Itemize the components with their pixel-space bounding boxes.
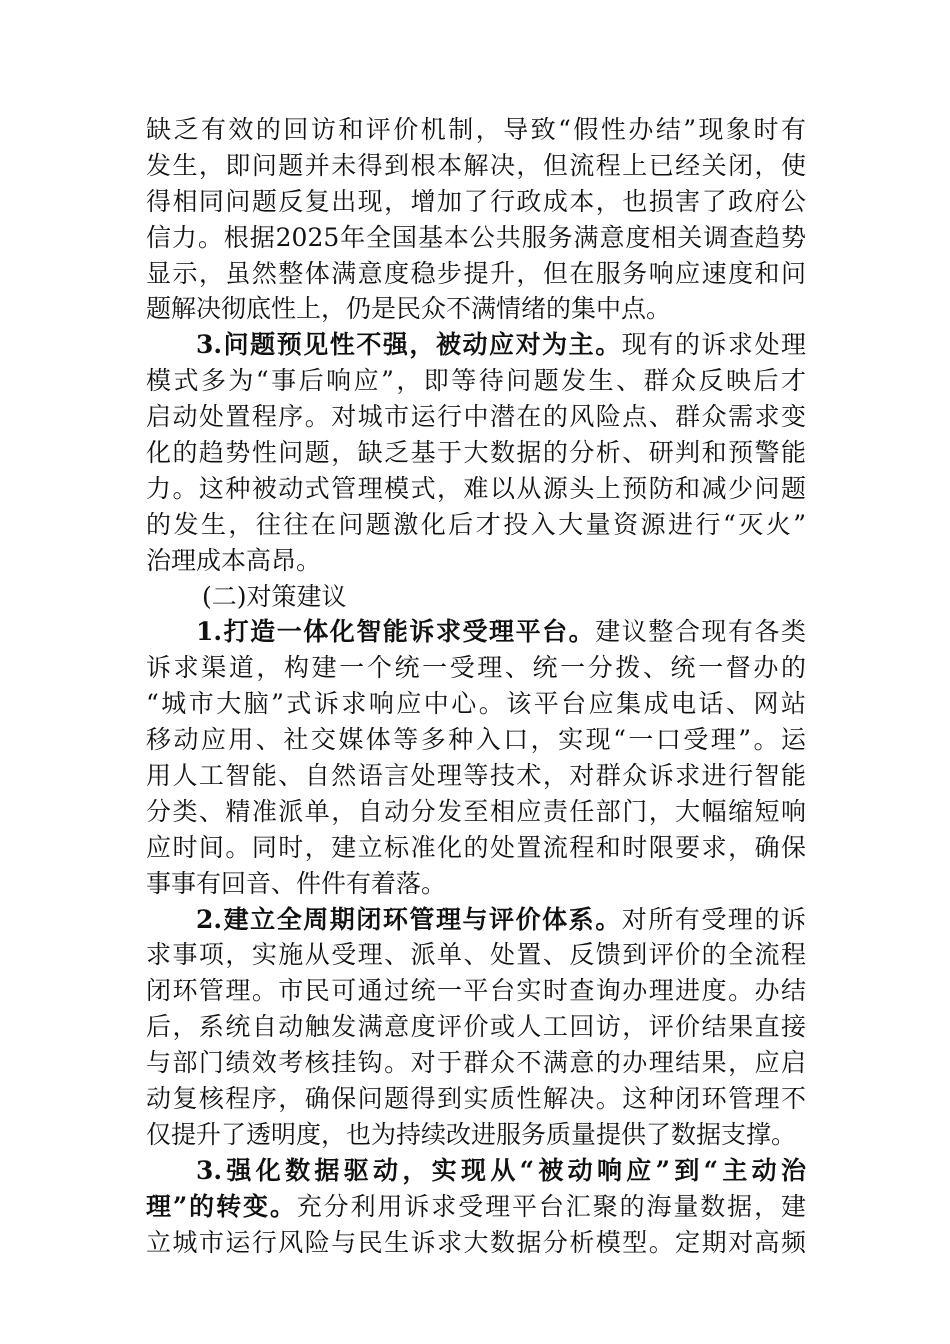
- paragraph-5: [146, 1153, 806, 1261]
- text-line: 用人工智能、自然语言处理等技术，对群众诉求进行智能: [146, 761, 806, 791]
- document-page: [146, 112, 806, 1261]
- text-line: 得相同问题反复出现，增加了行政成本，也损害了政府公: [146, 186, 806, 216]
- point-heading-end: 理”的转变。: [146, 1191, 297, 1221]
- text-line: [146, 614, 806, 650]
- text-line: 仅提升了透明度，也为持续改进服务质量提供了数据支撑。: [146, 1119, 797, 1149]
- text-line: 动复核程序，确保问题得到实质性解决。这种闭环管理不: [146, 1084, 806, 1114]
- text-line: 的发生，往往在问题激化后才投入大量资源进行“灭火”: [146, 509, 806, 539]
- paragraph-3: [146, 614, 806, 901]
- text-run: 充分利用诉求受理平台汇聚的海量数据，建: [296, 1191, 806, 1221]
- point-heading: 3.问题预见性不强，被动应对为主。: [196, 330, 622, 360]
- text-line: 闭环管理。市民可通过统一平台实时查询办理进度。办结: [146, 976, 806, 1006]
- text-line: 显示，虽然整体满意度稳步提升，但在服务响应速度和问: [146, 258, 806, 288]
- text-line: 题解决彻底性上，仍是民众不满情绪的集中点。: [146, 294, 672, 324]
- paragraph-1: [146, 112, 806, 327]
- text-line: [146, 902, 806, 938]
- text-run: 建议整合现有各类: [595, 617, 806, 647]
- text-line: [146, 327, 806, 363]
- text-line: 缺乏有效的回访和评价机制，导致“假性办结”现象时有: [146, 115, 806, 144]
- text-line: 力。这种被动式管理模式，难以从源头上预防和减少问题: [146, 473, 806, 503]
- text-line: 诉求渠道，构建一个统一受理、统一分拨、统一督办的: [146, 653, 806, 683]
- paragraph-4: [146, 902, 806, 1153]
- text-line: 模式多为“事后响应”，即等待问题发生、群众反映后才: [146, 366, 806, 396]
- section-heading: (二)对策建议: [202, 581, 347, 611]
- text-line: 化的趋势性问题，缺乏基于大数据的分析、研判和预警能: [146, 438, 806, 468]
- text-run: 对所有受理的诉: [621, 904, 806, 934]
- text-line: 治理成本高昂。: [146, 545, 322, 575]
- text-line: 发生，即问题并未得到根本解决，但流程上已经关闭，使: [146, 150, 806, 180]
- point-heading: 1.打造一体化智能诉求受理平台。: [196, 617, 596, 647]
- text-run: 现有的诉求处理: [621, 330, 806, 360]
- text-line: 求事项，实施从受理、派单、处置、反馈到评价的全流程: [146, 940, 806, 970]
- text-line: 事事有回音、件件有着落。: [146, 868, 447, 898]
- point-heading: 2.建立全周期闭环管理与评价体系。: [196, 904, 622, 934]
- text-line: 启动处置程序。对城市运行中潜在的风险点、群众需求变: [146, 402, 806, 432]
- text-line: [146, 1189, 806, 1225]
- text-line: 立城市运行风险与民生诉求大数据分析模型。定期对高频: [146, 1227, 806, 1257]
- text-line: 移动应用、社交媒体等多种入口，实现“一口受理”。运: [146, 725, 806, 755]
- text-line: 与部门绩效考核挂钩。对于群众不满意的办理结果，应启: [146, 1048, 806, 1078]
- text-line: 分类、精准派单，自动分发至相应责任部门，大幅缩短响: [146, 796, 806, 826]
- text-line: “城市大脑”式诉求响应中心。该平台应集成电话、网站: [146, 689, 806, 719]
- text-line: 应时间。同时，建立标准化的处置流程和时限要求，确保: [146, 832, 806, 862]
- text-line: 后，系统自动触发满意度评价或人工回访，评价结果直接: [146, 1012, 806, 1042]
- point-heading: 3.强化数据驱动，实现从“被动响应”到“主动治: [196, 1155, 806, 1185]
- paragraph-2: [146, 327, 806, 578]
- text-line: 信力。根据2025年全国基本公共服务满意度相关调查趋势: [146, 222, 806, 252]
